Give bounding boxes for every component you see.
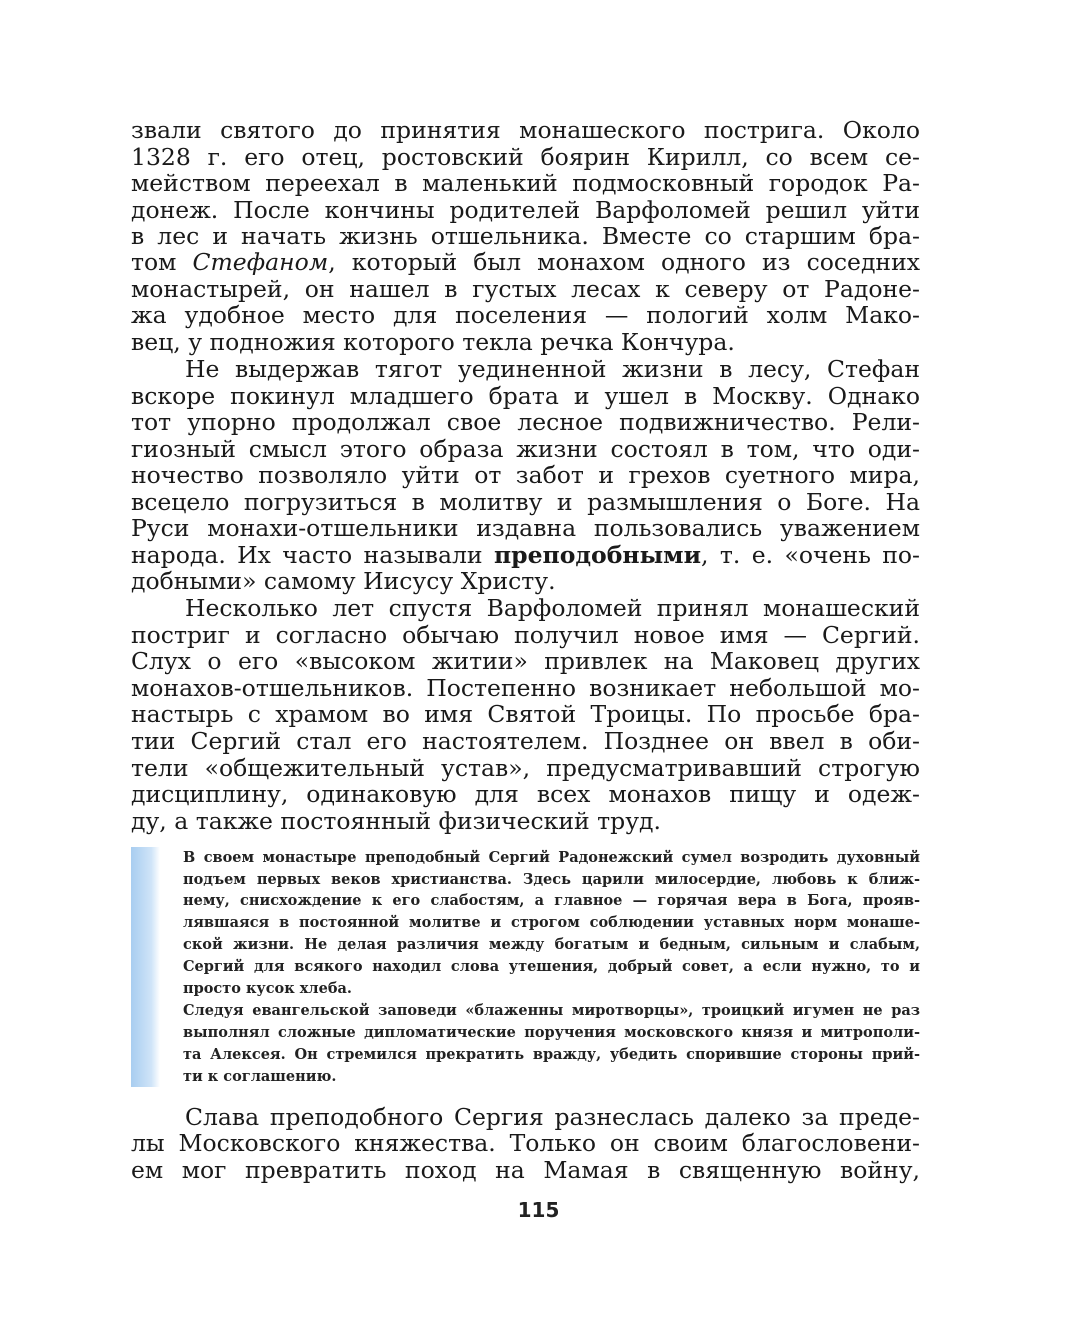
body-line: звали святого до принятия монашеского пострига. Около xyxy=(131,116,920,144)
body-line: в лес и начать жизнь отшельника. Вместе со старшим бра- xyxy=(131,222,920,250)
body-line: тот упорно продолжал свое лесное подвижничество. Рели- xyxy=(131,408,920,436)
sidebar-line: Сергий для всякого находил слова утешения, добрый совет, а если нужно, то и xyxy=(183,958,920,975)
sidebar-line: выполнял сложные дипломатические поручения московского князя и митрополи- xyxy=(183,1024,920,1041)
body-line: тели «общежительный устав», предусматривавший строгую xyxy=(131,754,920,782)
body-line: гиозный смысл этого образа жизни состоял в том, что оди- xyxy=(131,435,920,463)
paragraph-start-line: Не выдержав тягот уединенной жизни в лесу, Стефан xyxy=(185,355,920,383)
body-line-with-italic xyxy=(131,249,920,275)
body-line: Руси монахи-отшельники издавна пользовались уважением xyxy=(131,514,920,542)
body-line: ночество позволяло уйти от забот и грехов суетного мира, xyxy=(131,461,920,489)
body-line: монастырей, он нашел в густых лесах к северу от Радоне- xyxy=(131,275,920,303)
sidebar-line: просто кусок хлеба. xyxy=(183,980,352,997)
body-line: монахов-отшельников. Постепенно возникает небольшой мо- xyxy=(131,674,920,702)
text-fragment: народа. Их часто называли xyxy=(131,541,494,569)
sidebar-line: лявшаяся в постоянной молитве и строгом соблюдении уставных норм монаше- xyxy=(183,914,920,931)
body-line: мейством переехал в маленький подмосковный городок Ра- xyxy=(131,169,920,197)
page-number: 115 xyxy=(517,1198,560,1222)
sidebar-accent-bar xyxy=(131,847,160,1087)
body-line: 1328 г. его отец, ростовский боярин Кирилл, со всем се- xyxy=(131,143,920,171)
body-line-with-bold xyxy=(131,542,920,568)
sidebar-line: ти к соглашению. xyxy=(183,1068,337,1085)
paragraph-start-line: Слава преподобного Сергия разнеслась далеко за преде- xyxy=(185,1103,920,1131)
body-line: вскоре покинул младшего брата и ушел в Москву. Однако xyxy=(131,382,920,410)
italic-name-stefan: Стефаном xyxy=(192,248,329,276)
text-fragment: , т. е. «очень по- xyxy=(701,541,920,569)
sidebar-line: нему, снисхождение к его слабостям, а главное — горячая вера в Бога, прояв- xyxy=(183,892,920,909)
body-line: ду, а также постоянный физический труд. xyxy=(131,807,661,835)
body-line: ем мог превратить поход на Мамая в священную войну, xyxy=(131,1156,920,1184)
text-fragment: том xyxy=(131,248,193,276)
sidebar-line: ской жизни. Не делая различия между богатым и бедным, сильным и слабым, xyxy=(183,936,920,953)
sidebar-line: та Алексея. Он стремился прекратить вражду, убедить спорившие стороны прий- xyxy=(183,1046,920,1063)
body-line: добными» самому Иисусу Христу. xyxy=(131,567,556,595)
body-line: настырь с храмом во имя Святой Троицы. По просьбе бра- xyxy=(131,700,920,728)
paragraph-start-line: Несколько лет спустя Варфоломей принял монашеский xyxy=(185,594,920,622)
body-line: постриг и согласно обычаю получил новое имя — Сергий. xyxy=(131,621,920,649)
sidebar-line: В своем монастыре преподобный Сергий Радонежский сумел возродить духовный xyxy=(183,849,920,866)
body-line: всецело погрузиться в молитву и размышления о Боге. На xyxy=(131,488,920,516)
body-line: донеж. После кончины родителей Варфоломей решил уйти xyxy=(131,196,920,224)
bold-term-prepodobnye: преподобными xyxy=(493,541,702,569)
text-fragment: , который был монахом одного из соседних xyxy=(328,248,920,276)
body-line: вец, у подножия которого текла речка Кончура. xyxy=(131,328,735,356)
sidebar-line: подъем первых веков христианства. Здесь царили милосердие, любовь к ближ- xyxy=(183,871,920,888)
body-line: Слух о его «высоком житии» привлек на Маковец других xyxy=(131,647,920,675)
body-line: лы Московского княжества. Только он своим благословени- xyxy=(131,1129,920,1157)
body-line: дисциплину, одинаковую для всех монахов пищу и одеж- xyxy=(131,780,920,808)
body-line: тии Сергий стал его настоятелем. Позднее он ввел в оби- xyxy=(131,727,920,755)
sidebar-line: Следуя евангельской заповеди «блаженны миротворцы», троицкий игумен не раз xyxy=(183,1002,920,1019)
body-line: жа удобное место для поселения — пологий холм Мако- xyxy=(131,301,920,329)
